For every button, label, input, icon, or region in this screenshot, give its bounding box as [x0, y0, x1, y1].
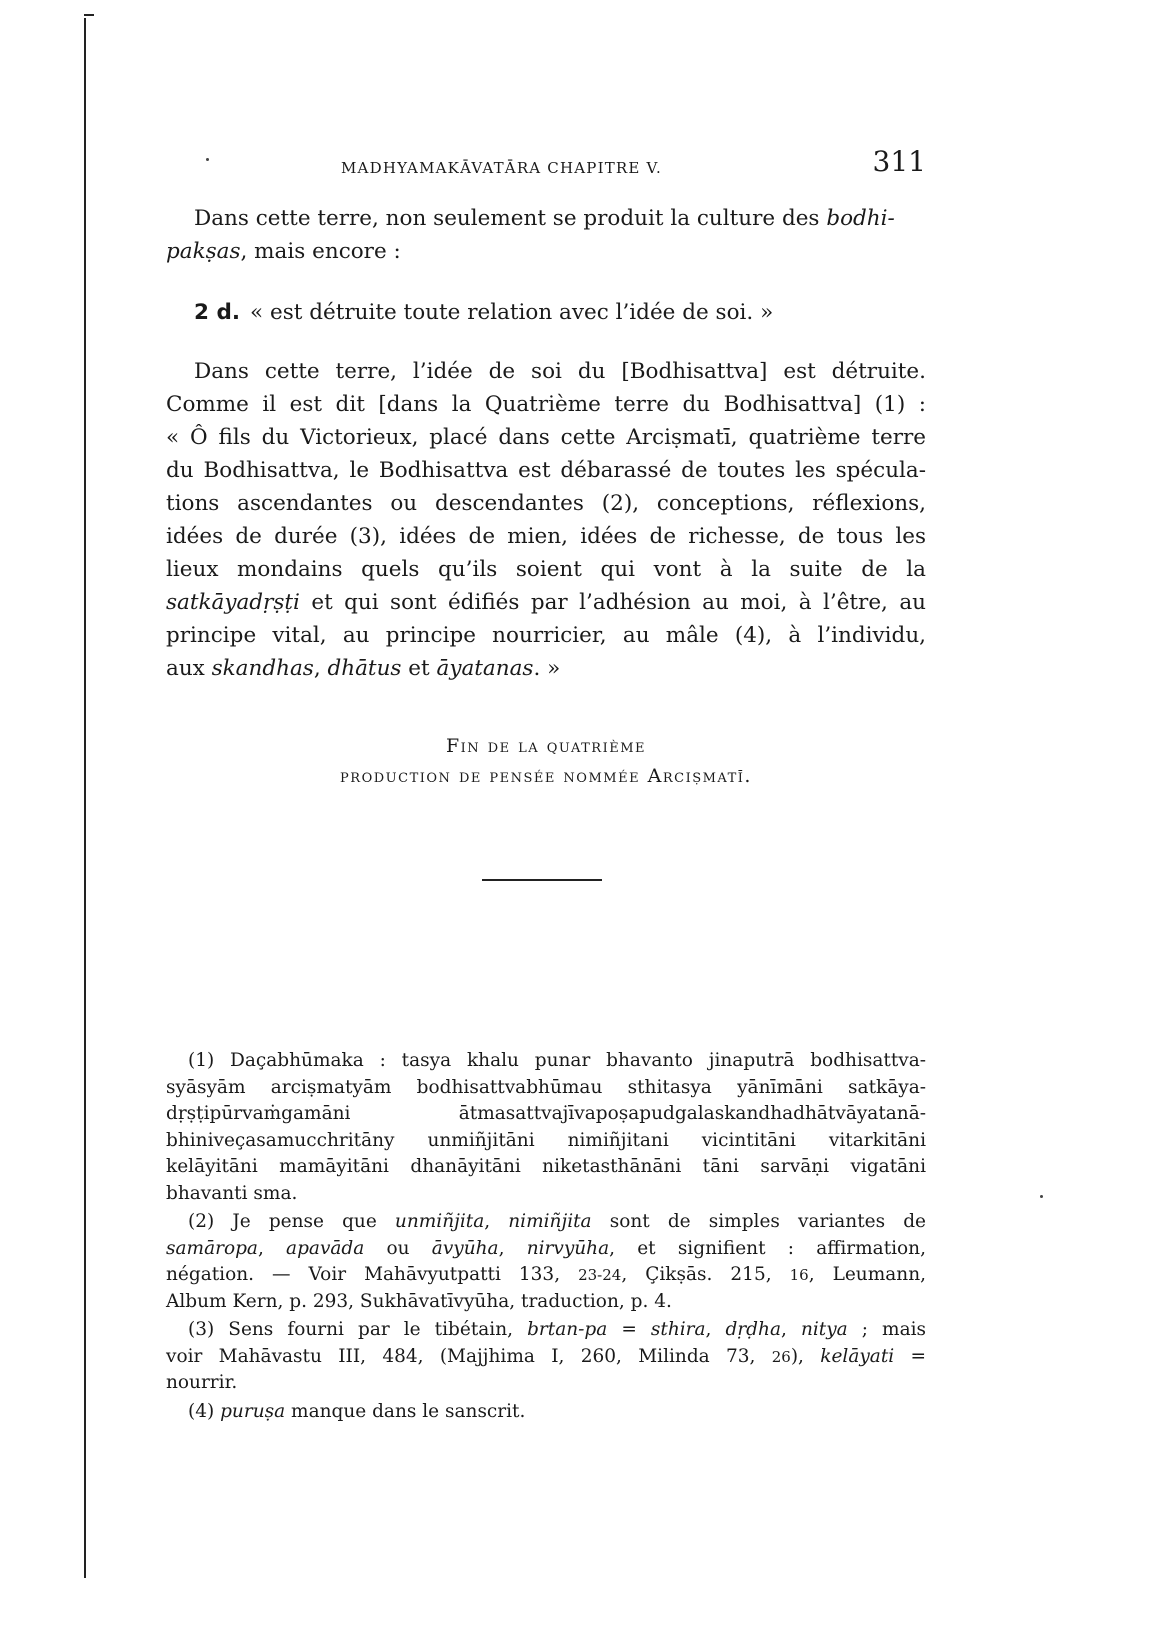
running-head: MADHYAMAKĀVATĀRA CHAPITRE V. — [341, 159, 662, 177]
page-header — [166, 145, 926, 181]
footnote-4 — [166, 1399, 926, 1426]
end-title-line-1: Fin de la quatrième — [445, 735, 647, 757]
text-line: Dans cette terre, l’idée de soi du [Bodhisattva] est détruite. — [194, 359, 926, 384]
footnote-2 — [166, 1209, 926, 1315]
note-line: (1) Daçabhūmaka : tasya khalu punar bhavanto jinaputrā bodhisattva- — [188, 1050, 926, 1071]
note-line: dṛṣṭipūrvaṁgamāni ātmasattvajīvapoṣapudgalaskandhadhātvāyatanā- — [166, 1103, 926, 1124]
note-line: kelāyitāni mamāyitāni dhanāyitāni niketasthānāni tāni sarvāṇi vigatāni — [166, 1156, 926, 1177]
note-line: négation. — Voir Mahāvyutpatti 133, 23-24, Çikṣās. 215, 16, Leumann, — [166, 1264, 926, 1285]
text-line: du Bodhisattva, le Bodhisattva est débarassé de toutes les spécula- — [166, 458, 926, 483]
page-number: 311 — [872, 145, 926, 178]
footnotes — [166, 1048, 926, 1427]
italic-term: dhātus — [327, 656, 402, 681]
text-line: Comme il est dit [dans la Quatrième terre du Bodhisattva] (1) : — [166, 392, 926, 417]
end-title-line-2: production de pensée nommée Arciṣmatī. — [340, 765, 752, 787]
footnote-3 — [166, 1317, 926, 1397]
verse-number: 2 d. — [194, 300, 241, 325]
text-line: idées de durée (3), idées de mien, idées de richesse, de tous les — [166, 524, 926, 549]
note-line: bhiniveçasamucchritāny unmiñjitāni nimiñjitani vicintitāni vitarkitāni — [166, 1129, 926, 1151]
text-line: lieux mondains quels qu’ils soient qui vont à la suite de la — [166, 557, 926, 582]
italic-term: bodhi- — [826, 206, 895, 231]
note-line: (2) Je pense que unmiñjita, nimiñjita sont de simples variantes de — [188, 1211, 926, 1232]
text-line: principe vital, au principe nourricier, au mâle (4), à l’individu, — [166, 623, 926, 648]
verse-text: « est détruite toute relation avec l’idée de soi. » — [250, 300, 774, 325]
note-line: nourrir. — [166, 1372, 238, 1393]
note-line: (4) puruṣa manque dans le sanscrit. — [188, 1400, 526, 1422]
italic-term: skandhas — [211, 656, 314, 681]
text-line: « Ô fils du Victorieux, placé dans cette Arciṣmatī, quatrième terre — [166, 425, 926, 450]
footnote-1 — [166, 1048, 926, 1207]
note-line: syāsyām arciṣmatyām bodhisattvabhūmau sthitasya yānīmāni satkāya- — [166, 1076, 926, 1098]
scan-speck — [1040, 1195, 1043, 1198]
text-line: satkāyadṛṣṭi et qui sont édifiés par l’adhésion au moi, à l’être, au — [166, 590, 926, 615]
verse-2d — [166, 296, 926, 329]
note-line: Album Kern, p. 293, Sukhāvatīvyūha, traduction, p. 4. — [166, 1290, 672, 1312]
italic-term: satkāyadṛṣṭi — [166, 590, 300, 615]
page-binding-edge — [84, 18, 86, 1578]
section-divider-rule — [482, 879, 602, 881]
italic-term: āyatanas — [436, 656, 534, 681]
section-end-title — [166, 731, 926, 791]
text-line: aux skandhas, dhātus et āyatanas. » — [166, 656, 561, 681]
note-line: voir Mahāvastu III, 484, (Majjhima I, 260, Milinda 73, 26), kelāyati = — [166, 1345, 926, 1367]
text-line: tions ascendantes ou descendantes (2), conceptions, réflexions, — [166, 491, 926, 516]
paragraph-1: Dans cette terre, non seulement se produit la culture des bodhi- pakṣas, mais encore : — [166, 206, 895, 264]
paragraph-commentary — [166, 355, 926, 685]
note-line: (3) Sens fourni par le tibétain, brtan-pa = sthira, dṛḍha, nitya ; mais — [188, 1319, 927, 1340]
note-line: bhavanti sma. — [166, 1182, 298, 1204]
note-line: samāropa, apavāda ou āvyūha, nirvyūha, et signifient : affirmation, — [166, 1237, 926, 1259]
italic-term: pakṣas — [166, 239, 241, 264]
